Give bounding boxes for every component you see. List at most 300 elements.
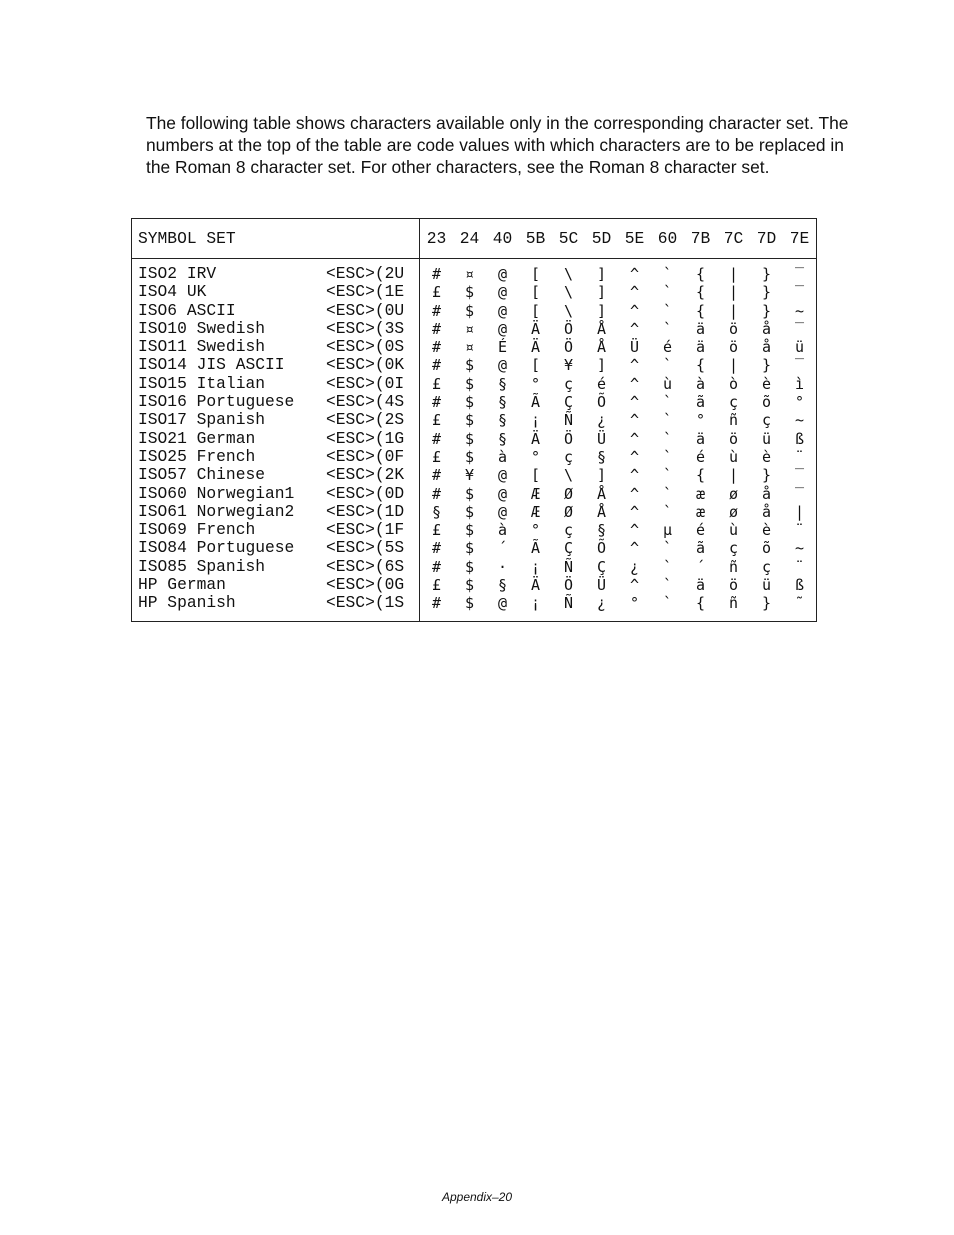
character-cell: é bbox=[596, 374, 607, 393]
character-cell: ¨ bbox=[794, 557, 805, 576]
table-row bbox=[132, 594, 817, 621]
character-cell: ö bbox=[728, 338, 739, 357]
character-cell: $ bbox=[464, 484, 475, 503]
character-cell: £ bbox=[431, 411, 442, 430]
character-cell: ¤ bbox=[464, 338, 475, 357]
table-row bbox=[132, 485, 817, 503]
code-header: 24 bbox=[453, 219, 486, 259]
character-cell: ° bbox=[695, 411, 706, 430]
character-cell: \ bbox=[563, 265, 574, 283]
character-cell: # bbox=[431, 539, 442, 558]
character-cell: à bbox=[497, 447, 508, 466]
character-cell: § bbox=[497, 374, 508, 393]
character-cell: # bbox=[431, 466, 442, 485]
character-cell: ^ bbox=[629, 484, 640, 503]
character-cell: # bbox=[431, 429, 442, 448]
character-cell: Å bbox=[596, 484, 607, 503]
symbol-set-cell bbox=[132, 356, 420, 374]
character-cell: ^ bbox=[629, 502, 640, 521]
character-cell: | bbox=[728, 356, 739, 375]
symbol-set-name: ISO10 Swedish bbox=[138, 318, 266, 338]
character-cell: $ bbox=[464, 429, 475, 448]
character-cell: õ bbox=[761, 539, 772, 558]
character-cell: ] bbox=[596, 283, 607, 302]
character-cell: ü bbox=[794, 338, 805, 357]
escape-sequence: <ESC>(5S bbox=[326, 538, 405, 558]
code-header: 5B bbox=[519, 219, 552, 259]
symbol-set-table bbox=[131, 218, 817, 622]
character-cell: Å bbox=[596, 338, 607, 357]
escape-sequence: <ESC>(0K bbox=[326, 355, 405, 375]
table-row bbox=[132, 430, 817, 448]
symbol-set-cell bbox=[132, 466, 420, 484]
symbol-set-name: ISO25 French bbox=[138, 446, 256, 466]
character-cell: @ bbox=[497, 265, 508, 283]
character-cell: # bbox=[431, 338, 442, 357]
character-cell: # bbox=[431, 594, 442, 613]
character-cell: ^ bbox=[629, 374, 640, 393]
character-cell: ° bbox=[629, 594, 640, 613]
character-cell: Ø bbox=[563, 502, 574, 521]
code-header: 5C bbox=[552, 219, 585, 259]
symbol-set-name: ISO85 Spanish bbox=[138, 556, 266, 576]
table-row bbox=[132, 466, 817, 484]
character-cell: ` bbox=[662, 539, 673, 558]
character-cell: ¤ bbox=[464, 319, 475, 338]
character-cell: \ bbox=[563, 301, 574, 320]
character-cell: ¿ bbox=[596, 411, 607, 430]
character-cell: $ bbox=[464, 447, 475, 466]
code-header: 5D bbox=[585, 219, 618, 259]
code-header: 7C bbox=[717, 219, 750, 259]
escape-sequence: <ESC>(0I bbox=[326, 373, 405, 393]
character-cell: $ bbox=[464, 576, 475, 595]
character-cell: Æ bbox=[530, 484, 541, 503]
symbol-set-name: ISO17 Spanish bbox=[138, 410, 266, 430]
character-cell: è bbox=[761, 521, 772, 540]
character-cell: { bbox=[695, 356, 706, 375]
character-cell: ` bbox=[662, 447, 673, 466]
character-cell: Ä bbox=[530, 338, 541, 357]
character-cell: ~ bbox=[794, 301, 805, 320]
escape-sequence: <ESC>(1F bbox=[326, 520, 405, 540]
character-cell: ã bbox=[695, 393, 706, 412]
character-cell: $ bbox=[464, 393, 475, 412]
character-cell: | bbox=[794, 502, 805, 521]
character-cell: } bbox=[761, 466, 772, 485]
character-cell: ç bbox=[728, 539, 739, 558]
character-cell: ö bbox=[728, 576, 739, 595]
character-cell: ` bbox=[662, 265, 673, 283]
table-row bbox=[132, 259, 817, 284]
character-cell: ` bbox=[662, 557, 673, 576]
character-cell: } bbox=[761, 356, 772, 375]
escape-sequence: <ESC>(1D bbox=[326, 501, 405, 521]
table-row bbox=[132, 375, 817, 393]
character-cell: ` bbox=[662, 301, 673, 320]
character-cell: Ö bbox=[563, 319, 574, 338]
symbol-set-name: HP German bbox=[138, 575, 226, 595]
character-cell: µ bbox=[662, 521, 673, 540]
table-row bbox=[132, 503, 817, 521]
page-footer: Appendix–20 bbox=[441, 1190, 513, 1204]
character-cell: { bbox=[695, 466, 706, 485]
code-header: 7D bbox=[750, 219, 783, 259]
symbol-set-name: HP Spanish bbox=[138, 593, 236, 613]
character-cell: @ bbox=[497, 484, 508, 503]
character-cell: ¡ bbox=[530, 411, 541, 430]
escape-sequence: <ESC>(2K bbox=[326, 465, 405, 485]
character-cell: Ñ bbox=[563, 557, 574, 576]
character-cell: ¥ bbox=[464, 466, 475, 485]
escape-sequence: <ESC>(0S bbox=[326, 337, 405, 357]
character-cell: É bbox=[497, 338, 508, 357]
character-cell: $ bbox=[464, 411, 475, 430]
character-cell: @ bbox=[497, 301, 508, 320]
character-cell: Ä bbox=[530, 319, 541, 338]
character-cell: § bbox=[431, 502, 442, 521]
character-cell: ` bbox=[662, 576, 673, 595]
character-cell: ç bbox=[761, 557, 772, 576]
character-cell: Ü bbox=[596, 429, 607, 448]
character-cell: # bbox=[431, 301, 442, 320]
character-cell: ß bbox=[794, 576, 805, 595]
character-cell: § bbox=[497, 429, 508, 448]
symbol-set-cell bbox=[132, 503, 420, 521]
character-cell: ä bbox=[695, 338, 706, 357]
character-cell: \ bbox=[563, 466, 574, 485]
character-cell: $ bbox=[464, 557, 475, 576]
escape-sequence: <ESC>(1G bbox=[326, 428, 405, 448]
character-cell: # bbox=[431, 356, 442, 375]
character-cell: $ bbox=[464, 283, 475, 302]
character-cell: # bbox=[431, 319, 442, 338]
symbol-set-name: ISO57 Chinese bbox=[138, 465, 266, 485]
character-cell: ` bbox=[662, 594, 673, 613]
character-cell: ¡ bbox=[530, 594, 541, 613]
character-cell: § bbox=[497, 411, 508, 430]
character-cell: ‾ bbox=[794, 319, 805, 338]
character-cell: ö bbox=[728, 429, 739, 448]
character-cell: ß bbox=[794, 429, 805, 448]
character-cell: ^ bbox=[629, 319, 640, 338]
character-cell: Æ bbox=[530, 502, 541, 521]
symbol-set-name: ISO15 Italian bbox=[138, 373, 266, 393]
character-cell: à bbox=[695, 374, 706, 393]
character-cell: ° bbox=[530, 521, 541, 540]
code-header: 5E bbox=[618, 219, 651, 259]
character-cell: £ bbox=[431, 521, 442, 540]
character-cell: ˜ bbox=[794, 594, 805, 613]
character-cell: ` bbox=[662, 319, 673, 338]
character-cell: ^ bbox=[629, 301, 640, 320]
character-cell: ^ bbox=[629, 576, 640, 595]
character-cell: ° bbox=[794, 393, 805, 412]
character-cell: Ç bbox=[563, 539, 574, 558]
character-cell: { bbox=[695, 301, 706, 320]
character-cell: Ã bbox=[530, 393, 541, 412]
character-cell: Ö bbox=[563, 429, 574, 448]
table-row bbox=[132, 356, 817, 374]
symbol-set-cell bbox=[132, 375, 420, 393]
escape-sequence: <ESC>(0G bbox=[326, 575, 405, 595]
character-cell: ò bbox=[728, 374, 739, 393]
character-cell: ‾ bbox=[794, 484, 805, 503]
character-cell: ` bbox=[662, 429, 673, 448]
character-cell: § bbox=[596, 521, 607, 540]
table-row bbox=[132, 558, 817, 576]
character-cell: £ bbox=[431, 283, 442, 302]
character-cell: § bbox=[497, 393, 508, 412]
character-cell: ç bbox=[563, 374, 574, 393]
character-cell: Ã bbox=[530, 539, 541, 558]
character-cell: Ñ bbox=[563, 411, 574, 430]
character-cell: ` bbox=[662, 283, 673, 302]
escape-sequence: <ESC>(3S bbox=[326, 318, 405, 338]
table-row bbox=[132, 576, 817, 594]
character-cell: Ä bbox=[530, 576, 541, 595]
character-cell: Ö bbox=[563, 338, 574, 357]
character-cell: ] bbox=[596, 301, 607, 320]
character-cell: ^ bbox=[629, 466, 640, 485]
symbol-set-cell bbox=[132, 594, 420, 621]
symbol-set-cell bbox=[132, 558, 420, 576]
character-cell: é bbox=[695, 447, 706, 466]
character-cell: ¨ bbox=[794, 447, 805, 466]
character-cell: [ bbox=[530, 283, 541, 302]
character-cell: ^ bbox=[629, 429, 640, 448]
character-cell: ` bbox=[662, 393, 673, 412]
character-cell: ^ bbox=[629, 265, 640, 283]
symbol-set-header: SYMBOL SET bbox=[132, 219, 420, 259]
character-cell: @ bbox=[497, 319, 508, 338]
character-cell: ç bbox=[563, 521, 574, 540]
character-cell: Å bbox=[596, 319, 607, 338]
character-cell: ‾ bbox=[794, 356, 805, 375]
character-cell: @ bbox=[497, 502, 508, 521]
character-cell: { bbox=[695, 265, 706, 283]
symbol-set-name: ISO84 Portuguese bbox=[138, 538, 295, 558]
character-cell: } bbox=[761, 594, 772, 613]
character-cell: ¡ bbox=[530, 557, 541, 576]
symbol-set-name: ISO14 JIS ASCII bbox=[138, 355, 285, 375]
character-cell: Õ bbox=[596, 393, 607, 412]
character-cell: § bbox=[497, 576, 508, 595]
character-cell: @ bbox=[497, 594, 508, 613]
symbol-set-name: ISO2 IRV bbox=[138, 264, 217, 283]
character-cell: # bbox=[431, 393, 442, 412]
character-cell: æ bbox=[695, 484, 706, 503]
escape-sequence: <ESC>(2U bbox=[326, 264, 405, 283]
table-row bbox=[132, 338, 817, 356]
character-cell: £ bbox=[431, 576, 442, 595]
character-cell: å bbox=[761, 484, 772, 503]
code-header: 40 bbox=[486, 219, 519, 259]
character-cell: ù bbox=[728, 521, 739, 540]
character-cell: £ bbox=[431, 374, 442, 393]
character-cell: Ü bbox=[596, 576, 607, 595]
character-cell: Ñ bbox=[563, 594, 574, 613]
character-cell: @ bbox=[497, 466, 508, 485]
character-cell: $ bbox=[464, 539, 475, 558]
symbol-set-cell bbox=[132, 283, 420, 301]
character-cell: Ç bbox=[596, 557, 607, 576]
character-cell: ñ bbox=[728, 411, 739, 430]
character-cell: ~ bbox=[794, 411, 805, 430]
character-cell: è bbox=[761, 447, 772, 466]
escape-sequence: <ESC>(1S bbox=[326, 593, 405, 613]
character-cell: # bbox=[431, 484, 442, 503]
character-cell: ¨ bbox=[794, 521, 805, 540]
character-cell: $ bbox=[464, 594, 475, 613]
table-header-row bbox=[132, 219, 817, 259]
table-row bbox=[132, 521, 817, 539]
character-cell: ¿ bbox=[629, 557, 640, 576]
table-row bbox=[132, 411, 817, 429]
character-cell: @ bbox=[497, 283, 508, 302]
character-cell: $ bbox=[464, 301, 475, 320]
code-header: 7B bbox=[684, 219, 717, 259]
character-cell: § bbox=[596, 447, 607, 466]
symbol-set-name: ISO6 ASCII bbox=[138, 300, 236, 320]
character-cell: ° bbox=[530, 447, 541, 466]
symbol-set-cell bbox=[132, 338, 420, 356]
character-cell: ^ bbox=[629, 539, 640, 558]
character-cell: \ bbox=[563, 283, 574, 302]
character-cell: ^ bbox=[629, 393, 640, 412]
character-cell: ü bbox=[761, 429, 772, 448]
character-cell: ç bbox=[563, 447, 574, 466]
character-cell: $ bbox=[464, 502, 475, 521]
character-cell: ` bbox=[662, 466, 673, 485]
character-cell: å bbox=[761, 319, 772, 338]
symbol-set-name: ISO21 German bbox=[138, 428, 256, 448]
character-cell: $ bbox=[464, 521, 475, 540]
escape-sequence: <ESC>(1E bbox=[326, 282, 405, 302]
character-cell: ä bbox=[695, 576, 706, 595]
character-cell: å bbox=[761, 338, 772, 357]
escape-sequence: <ESC>(4S bbox=[326, 392, 405, 412]
character-cell: [ bbox=[530, 301, 541, 320]
character-cell: ^ bbox=[629, 521, 640, 540]
symbol-set-cell bbox=[132, 259, 420, 284]
symbol-set-name: ISO11 Swedish bbox=[138, 337, 266, 357]
character-cell: ù bbox=[728, 447, 739, 466]
code-header: 7E bbox=[783, 219, 817, 259]
character-cell: [ bbox=[530, 466, 541, 485]
character-cell: [ bbox=[530, 265, 541, 283]
escape-sequence: <ESC>(0D bbox=[326, 483, 405, 503]
character-cell: ¤ bbox=[464, 265, 475, 283]
character-cell: Å bbox=[596, 502, 607, 521]
character-cell: ø bbox=[728, 484, 739, 503]
character-cell: ^ bbox=[629, 283, 640, 302]
symbol-set-name: ISO69 French bbox=[138, 520, 256, 540]
table-row bbox=[132, 283, 817, 301]
intro-paragraph: The following table shows characters available only in the corresponding character set. The numbers at the top of the table are code values with which characters are to be replaced in the Roman 8 character set. For other characters, see the Roman 8 character set. bbox=[146, 113, 849, 177]
character-cell: ` bbox=[662, 484, 673, 503]
character-cell: õ bbox=[761, 393, 772, 412]
table-row bbox=[132, 320, 817, 338]
character-cell: £ bbox=[431, 447, 442, 466]
escape-sequence: <ESC>(0U bbox=[326, 300, 405, 320]
symbol-set-name: ISO61 Norwegian2 bbox=[138, 501, 295, 521]
table-row bbox=[132, 393, 817, 411]
character-cell: ç bbox=[728, 393, 739, 412]
character-cell: ` bbox=[662, 502, 673, 521]
character-cell: ø bbox=[728, 502, 739, 521]
character-cell: $ bbox=[464, 374, 475, 393]
symbol-set-cell bbox=[132, 393, 420, 411]
symbol-set-name: ISO60 Norwegian1 bbox=[138, 483, 295, 503]
character-cell: ~ bbox=[794, 539, 805, 558]
symbol-set-name: ISO16 Portuguese bbox=[138, 392, 295, 412]
character-cell: # bbox=[431, 557, 442, 576]
character-cell: é bbox=[695, 521, 706, 540]
symbol-set-cell bbox=[132, 448, 420, 466]
character-cell: } bbox=[761, 283, 772, 302]
character-cell: ´ bbox=[497, 539, 508, 558]
character-cell: Õ bbox=[596, 539, 607, 558]
character-cell: ] bbox=[596, 265, 607, 283]
character-cell: ^ bbox=[629, 411, 640, 430]
character-cell: ` bbox=[662, 411, 673, 430]
character-cell: ñ bbox=[728, 594, 739, 613]
escape-sequence: <ESC>(2S bbox=[326, 410, 405, 430]
character-cell: à bbox=[497, 521, 508, 540]
character-cell: } bbox=[761, 301, 772, 320]
character-cell: Ü bbox=[629, 338, 640, 357]
character-cell: æ bbox=[695, 502, 706, 521]
character-cell: Ä bbox=[530, 429, 541, 448]
character-cell: | bbox=[728, 265, 739, 283]
character-cell: Ö bbox=[563, 576, 574, 595]
character-cell: } bbox=[761, 265, 772, 283]
character-cell: | bbox=[728, 466, 739, 485]
symbol-set-cell bbox=[132, 411, 420, 429]
character-cell: ] bbox=[596, 356, 607, 375]
character-cell: ° bbox=[530, 374, 541, 393]
character-cell: ç bbox=[761, 411, 772, 430]
character-cell: ¿ bbox=[596, 594, 607, 613]
character-cell: å bbox=[761, 502, 772, 521]
character-cell: ^ bbox=[629, 447, 640, 466]
character-cell: { bbox=[695, 283, 706, 302]
character-cell: ´ bbox=[695, 557, 706, 576]
escape-sequence: <ESC>(6S bbox=[326, 556, 405, 576]
character-cell: ‾ bbox=[794, 265, 805, 283]
symbol-set-name: ISO4 UK bbox=[138, 282, 207, 302]
character-cell: ñ bbox=[728, 557, 739, 576]
character-cell: ^ bbox=[629, 356, 640, 375]
table-row bbox=[132, 302, 817, 320]
character-cell: é bbox=[662, 338, 673, 357]
character-cell: $ bbox=[464, 356, 475, 375]
character-cell: ì bbox=[794, 374, 805, 393]
character-cell: { bbox=[695, 594, 706, 613]
character-cell: ö bbox=[728, 319, 739, 338]
character-cell: ¥ bbox=[563, 356, 574, 375]
code-header: 23 bbox=[420, 219, 454, 259]
table-row bbox=[132, 539, 817, 557]
character-cell: | bbox=[728, 283, 739, 302]
character-cell: ‾ bbox=[794, 283, 805, 302]
character-cell: ` bbox=[662, 356, 673, 375]
character-cell: · bbox=[497, 557, 508, 576]
symbol-set-cell bbox=[132, 320, 420, 338]
character-cell: ü bbox=[761, 576, 772, 595]
character-cell: ] bbox=[596, 466, 607, 485]
